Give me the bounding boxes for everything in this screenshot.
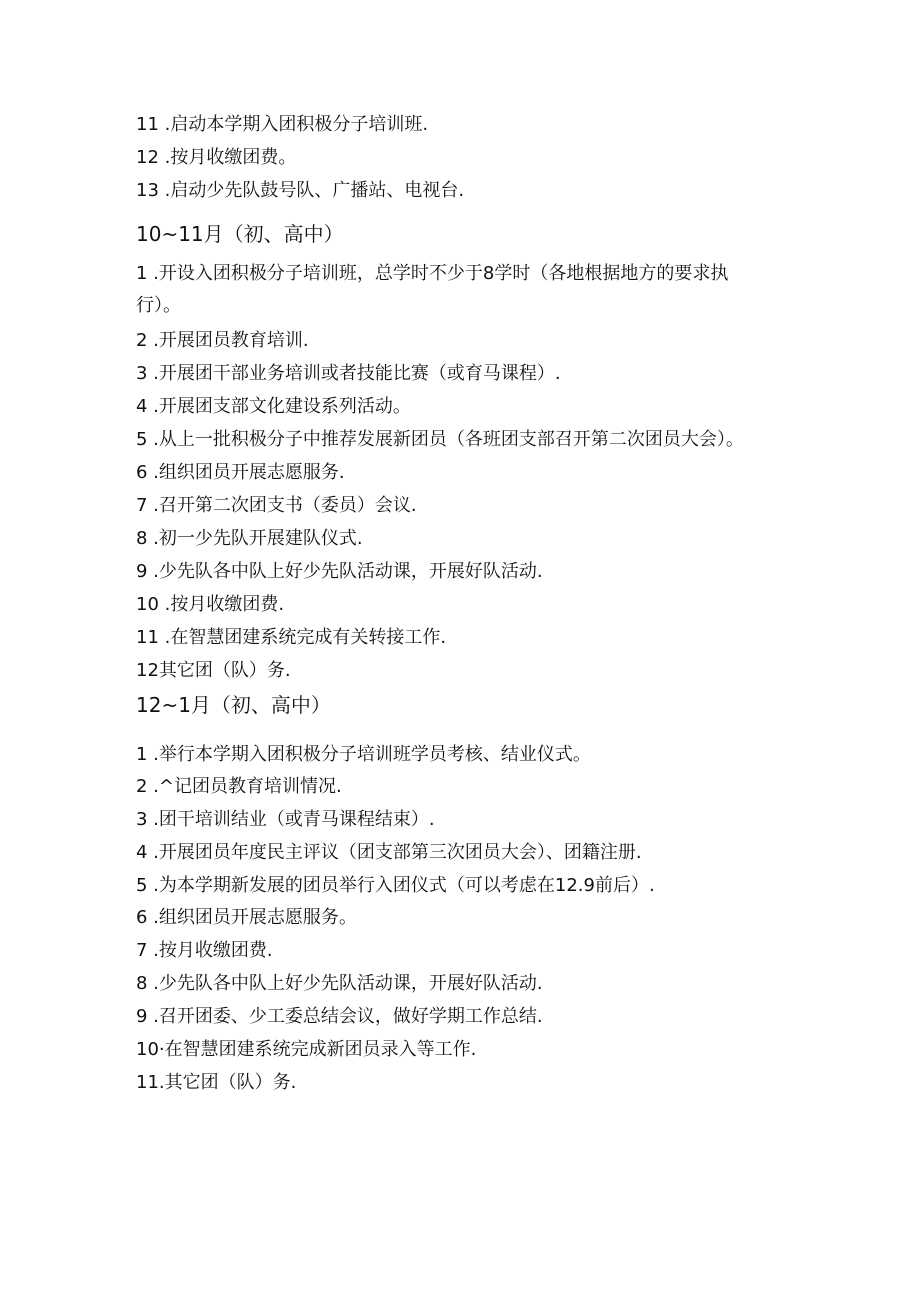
list-item: 7 .召开第二次团支书（委员）会议. — [136, 495, 417, 516]
list-item: 11.其它团（队）务. — [136, 1072, 297, 1093]
list-item: 2 .开展团员教育培训. — [136, 330, 309, 351]
list-item: 8 .初一少先队开展建队仪式. — [136, 528, 363, 549]
list-item: 11 .在智慧团建系统完成有关转接工作. — [136, 627, 447, 648]
list-item: 1 .举行本学期入团积极分子培训班学员考核、结业仪式。 — [136, 744, 591, 765]
list-item: 11 .启动本学期入团积极分子培训班. — [136, 114, 429, 135]
list-item: 4 .开展团支部文化建设系列活动。 — [136, 396, 411, 417]
list-item: 9 .少先队各中队上好少先队活动课，开展好队活动. — [136, 561, 543, 582]
list-item: 4 .开展团员年度民主评议（团支部第三次团员大会）、团籍注册. — [136, 842, 642, 863]
list-item: 12 .按月收缴团费。 — [136, 147, 297, 168]
list-item: 3 .团干培训结业（或青马课程结束）. — [136, 809, 435, 830]
list-item: 5 .从上一批积极分子中推荐发展新团员（各班团支部召开第二次团员大会）。 — [136, 429, 744, 450]
list-item: 6 .组织团员开展志愿服务。 — [136, 907, 357, 928]
list-item: 7 .按月收缴团费. — [136, 940, 273, 961]
list-item: 行）。 — [136, 295, 181, 316]
list-item: 12其它团（队）务. — [136, 660, 291, 681]
list-item: 5 .为本学期新发展的团员举行入团仪式（可以考虑在12.9前后）. — [136, 875, 655, 896]
section-heading: 10~11月（初、高中） — [136, 222, 344, 246]
section-heading: 12~1月（初、高中） — [136, 693, 331, 717]
list-item: 6 .组织团员开展志愿服务. — [136, 462, 345, 483]
list-item: 2 .^记团员教育培训情况. — [136, 776, 342, 797]
list-item: 1 .开设入团积极分子培训班，总学时不少于8学时（各地根据地方的要求执 — [136, 263, 729, 284]
list-item: 3 .开展团干部业务培训或者技能比赛（或育马课程）. — [136, 363, 561, 384]
list-item: 9 .召开团委、少工委总结会议，做好学期工作总结. — [136, 1006, 543, 1027]
list-item: 10 .按月收缴团费. — [136, 594, 285, 615]
list-item: 13 .启动少先队鼓号队、广播站、电视台. — [136, 180, 465, 201]
list-item: 8 .少先队各中队上好少先队活动课，开展好队活动. — [136, 973, 543, 994]
list-item: 10·在智慧团建系统完成新团员录入等工作. — [136, 1039, 477, 1060]
